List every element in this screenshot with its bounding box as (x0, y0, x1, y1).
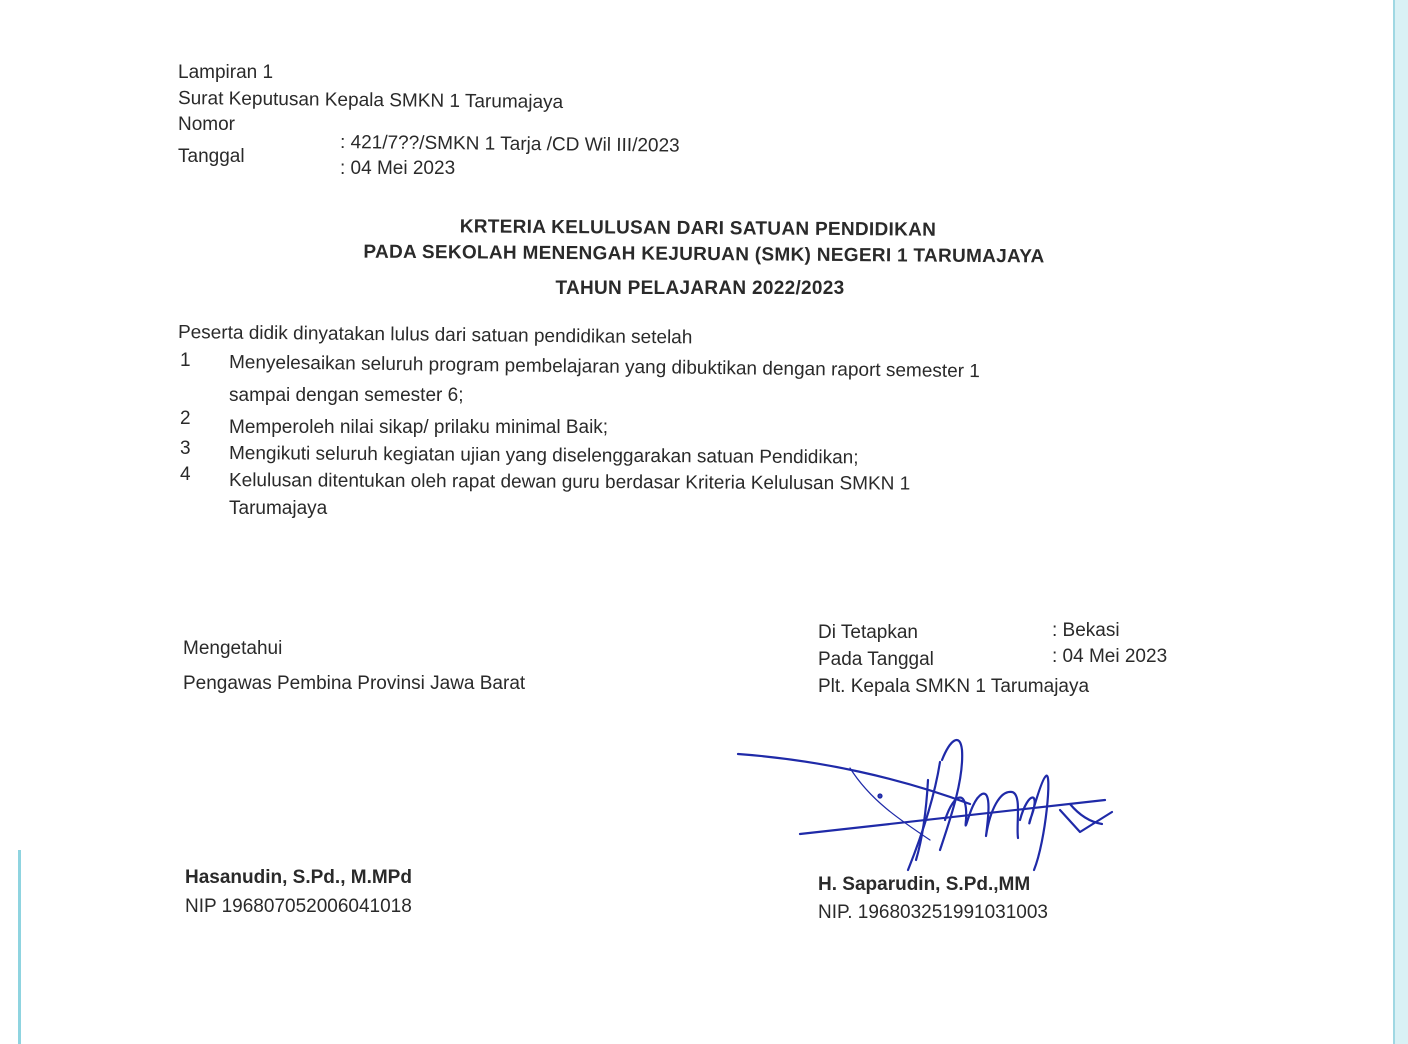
scan-edge-line (1393, 0, 1395, 1044)
surat-keputusan-label: Surat Keputusan Kepala SMKN 1 Tarumajaya (177, 88, 564, 114)
list-item-4-line-1: Kelulusan ditentukan oleh rapat dewan guru berdasar Kriteria Kelulusan SMKN 1 (228, 470, 911, 495)
list-item-4-line-2: Tarumajaya (229, 498, 328, 519)
list-item-3: Mengikuti seluruh kegiatan ujian yang diselenggarakan satuan Pendidikan; (228, 443, 859, 469)
mengetahui-label: Mengetahui (183, 638, 283, 659)
list-item-1-line-1: Menyelesaikan seluruh program pembelajaran yang dibuktikan dengan raport semester 1 (228, 352, 981, 383)
scan-edge-left (18, 850, 21, 1044)
kepala-nip: NIP. 196803251991031003 (818, 902, 1048, 923)
kepala-name: H. Saparudin, S.Pd.,MM (818, 874, 1031, 895)
pada-tanggal-label: Pada Tanggal (818, 649, 934, 670)
document-title-line-1: KRTERIA KELULUSAN DARI SATUAN PENDIDIKAN (459, 216, 937, 241)
scan-edge-right (1393, 0, 1408, 1044)
list-number-1: 1 (180, 350, 191, 371)
nomor-label: Nomor (178, 114, 236, 135)
ditetapkan-label: Di Tetapkan (818, 622, 918, 643)
tanggal-value: : 04 Mei 2023 (340, 158, 456, 179)
lampiran-label: Lampiran 1 (178, 62, 274, 83)
list-number-2: 2 (180, 408, 191, 429)
nomor-value: : 421/7??/SMKN 1 Tarja /CD Wil III/2023 (339, 132, 680, 157)
ditetapkan-value: : Bekasi (1052, 620, 1120, 641)
document-title-line-3: TAHUN PELAJARAN 2022/2023 (555, 278, 845, 299)
list-item-2: Memperoleh nilai sikap/ prilaku minimal Baik; (229, 417, 609, 438)
list-number-4: 4 (180, 464, 191, 485)
pengawas-nip: NIP 196807052006041018 (185, 896, 412, 917)
pengawas-name: Hasanudin, S.Pd., M.MPd (185, 867, 412, 888)
intro-text: Peserta didik dinyatakan lulus dari satuan pendidikan setelah (177, 322, 693, 349)
handwritten-signature (730, 720, 1130, 890)
document-title-line-2: PADA SEKOLAH MENENGAH KEJURUAN (SMK) NEGERI 1 TARUMAJAYA (363, 241, 1045, 268)
list-item-1-line-2: sampai dengan semester 6; (229, 385, 464, 406)
kepala-role: Plt. Kepala SMKN 1 Tarumajaya (818, 676, 1090, 697)
tanggal-label: Tanggal (178, 146, 245, 167)
pada-tanggal-value: : 04 Mei 2023 (1052, 646, 1168, 667)
list-number-3: 3 (180, 438, 191, 459)
pengawas-role: Pengawas Pembina Provinsi Jawa Barat (183, 673, 526, 694)
